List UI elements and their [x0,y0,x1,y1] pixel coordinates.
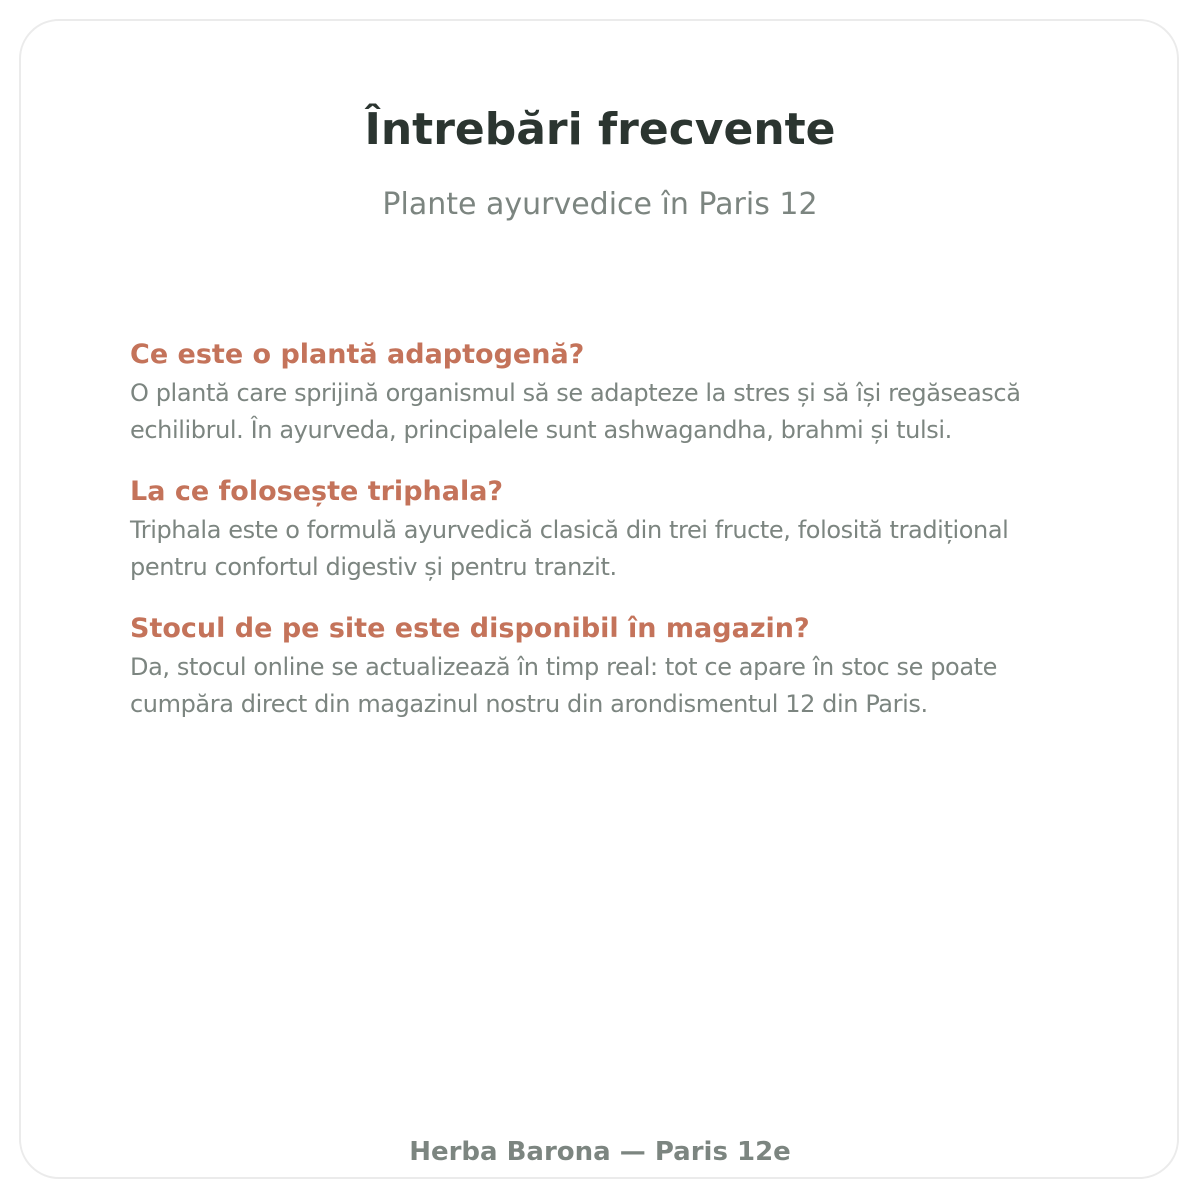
footer-brand: Herba Barona — Paris 12e [409,1137,791,1167]
faq-list [130,335,1090,746]
faq-item [130,335,1090,449]
faq-item [130,472,1090,586]
page-subtitle: Plante ayurvedice în Paris 12 [382,187,818,222]
page-title: Întrebări frecvente [364,104,836,155]
faq-answer: Da, stocul online se actualizează în timp real: tot ce apare în stoc se poate cumpăra direct din magazinul nostru din arondismentul 12 din Paris. [130,653,998,718]
faq-item [130,609,1090,723]
faq-answer: O plantă care sprijină organismul să se adapteze la stres și să își regăsească echilibrul. În ayurveda, principalele sunt ashwagandha, brahmi și tulsi. [130,379,1021,444]
faq-question: Ce este o plantă adaptogenă? [130,339,585,370]
faq-question: La ce folosește triphala? [130,476,504,507]
faq-answer: Triphala este o formulă ayurvedică clasică din trei fructe, folosită tradițional pentru confortul digestiv și pentru tranzit. [130,516,1009,581]
faq-question: Stocul de pe site este disponibil în magazin? [130,613,810,644]
